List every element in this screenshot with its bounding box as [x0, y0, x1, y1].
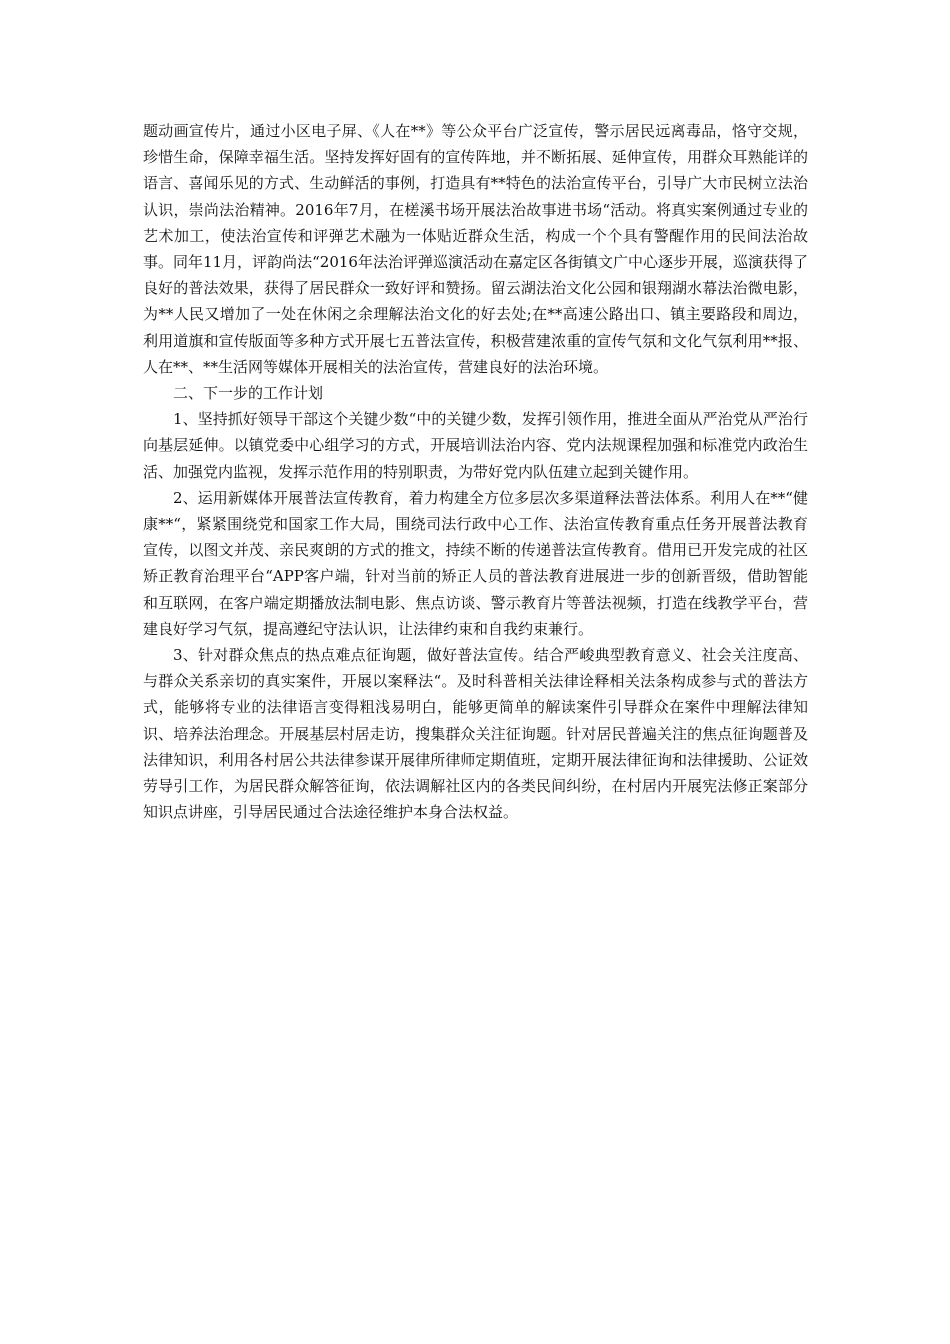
paragraph-plan-item-1: 1、坚持抓好领导干部这个关键少数“中的关键少数，发挥引领作用，推进全面从严治党从严治行向基层延伸。以镇党委中心组学习的方式，开展培训法治内容、党内法规课程加强和标准党内政治生活、加强党内监视，发挥示范作用的特别职责，为带好党内队伍建立起到关键作用。 [143, 410, 808, 481]
section-heading-next-plan: 二、下一步的工作计划 [173, 384, 324, 403]
paragraph-plan-item-3: 3、针对群众焦点的热点难点征询题，做好普法宣传。结合严峻典型教育意义、社会关注度高、与群众关系亲切的真实案件，开展以案释法“。及时科普相关法律诠释相关法条构成参与式的普法方式，能够将专业的法律语言变得粗浅易明白，能够更简单的解读案件引导群众在案件中理解法律知识、培养法治理念。开展基层村居走访，搜集群众关注征询题。针对居民普遍关注的焦点征询题普及法律知识，利用各村居公共法律参谋开展律所律师定期值班，定期开展法律征询和法律援助、公证效劳导引工作，为居民群众解答征询，依法调解社区内的各类民间纠纷，在村居内开展宪法修正案部分知识点讲座，引导居民通过合法途径维护本身合法权益。 [143, 646, 808, 822]
paragraph-plan-item-2: 2、运用新媒体开展普法宣传教育，着力构建全方位多层次多渠道释法普法体系。利用人在**“健康**“，紧紧围绕党和国家工作大局，围绕司法行政中心工作、法治宣传教育重点任务开展普法教育宣传，以图文并茂、亲民爽朗的方式的推文，持续不断的传递普法宣传教育。借用已开发完成的社区矫正教育治理平台“APP客户端，针对当前的矫正人员的普法教育进展进一步的创新晋级，借助智能和互联网，在客户端定期播放法制电影、焦点访谈、警示教育片等普法视频，打造在线教学平台，营建良好学习气氛，提高遵纪守法认识，让法律约束和自我约束兼行。 [143, 488, 808, 638]
document-body [143, 118, 808, 825]
paragraph-publicity-activities: 题动画宣传片，通过小区电子屏、《人在**》等公众平台广泛宣传，警示居民远离毒品，恪守交规，珍惜生命，保障幸福生活。坚持发挥好固有的宣传阵地，并不断拓展、延伸宣传，用群众耳熟能详的语言、喜闻乐见的方式、生动鲜活的事例，打造具有**特色的法治宣传平台，引导广大市民树立法治认识，崇尚法治精神。2016年7月，在槎溪书场开展法治故事进书场“活动。将真实案例通过专业的艺术加工，使法治宣传和评弹艺术融为一体贴近群众生活，构成一个个具有警醒作用的民间法治故事。同年11月，评韵尚法“2016年法治评弹巡演活动在嘉定区各街镇文广中心逐步开展，巡演获得了良好的普法效果，获得了居民群众一致好评和赞扬。留云湖法治文化公园和银翔湖水幕法治微电影，为**人民又增加了一处在休闲之余理解法治文化的好去处;在**高速公路出口、镇主要路段和周边，利用道旗和宣传版面等多种方式开展七五普法宣传，积极营建浓重的宣传气氛和文化气氛利用**报、人在**、**生活网等媒体开展相关的法治宣传，营建良好的法治环境。 [143, 122, 808, 376]
